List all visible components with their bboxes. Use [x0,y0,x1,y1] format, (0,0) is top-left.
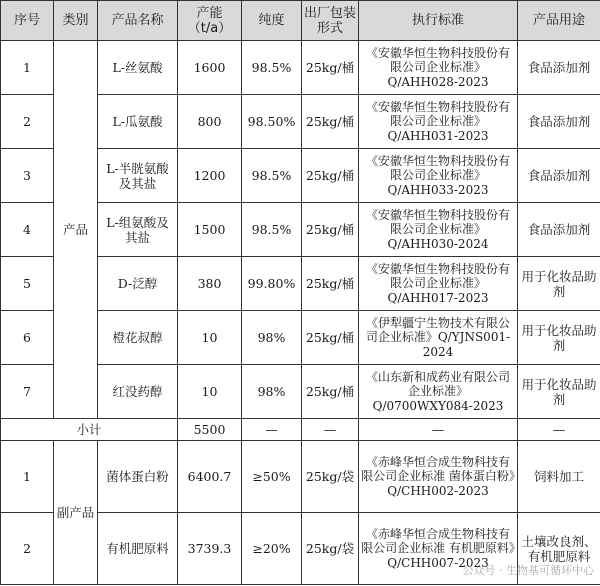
cell-purity: 98.5% [242,203,302,257]
cell-seq: 7 [1,365,54,419]
cell-name: L-组氨酸及其盐 [98,203,178,257]
cell-standard: 《安徽华恒生物科技股份有限公司企业标准》Q/AHH017-2023 [359,257,518,311]
cell-name: D-泛醇 [98,257,178,311]
subtotal-label: 小计 [1,419,178,441]
header-usage: 产品用途 [518,1,600,41]
cell-standard: 《安徽华恒生物科技股份有限公司企业标准》Q/AHH033-2023 [359,149,518,203]
cell-seq: 2 [1,95,54,149]
category-byproducts: 副产品 [54,441,98,585]
cell-usage: 土壤改良剂、有机肥原料 [518,513,600,585]
cell-seq: 1 [1,441,54,513]
cell-name: 有机肥原料 [98,513,178,585]
cell-capacity: 10 [178,311,242,365]
cell-seq: 1 [1,41,54,95]
subtotal-purity: — [242,419,302,441]
cell-purity: 98.50% [242,95,302,149]
cell-name: 菌体蛋白粉 [98,441,178,513]
cell-seq: 5 [1,257,54,311]
subtotal-usage: — [518,419,600,441]
cell-packaging: 25kg/桶 [302,41,359,95]
header-seq: 序号 [1,1,54,41]
cell-usage: 饲料加工 [518,441,600,513]
cell-packaging: 25kg/桶 [302,95,359,149]
cell-capacity: 1600 [178,41,242,95]
cell-standard: 《赤峰华恒合成生物科技有限公司企业标准 有机肥原料》Q/CHH007-2023 [359,513,518,585]
cell-capacity: 6400.7 [178,441,242,513]
cell-packaging: 25kg/桶 [302,149,359,203]
cell-purity: ≥50% [242,441,302,513]
header-standard: 执行标准 [359,1,518,41]
cell-packaging: 25kg/桶 [302,365,359,419]
table-row [1,441,600,513]
cell-standard: 《安徽华恒生物科技股份有限公司企业标准》Q/AHH030-2024 [359,203,518,257]
cell-standard: 《伊犁疆宁生物技术有限公司企业标准》Q/YJNS001-2024 [359,311,518,365]
subtotal-row [1,419,600,441]
table-row [1,41,600,95]
header-capacity: 产能（t/a） [178,1,242,41]
cell-capacity: 3739.3 [178,513,242,585]
cell-purity: ≥20% [242,513,302,585]
header-category: 类别 [54,1,98,41]
cell-packaging: 25kg/桶 [302,311,359,365]
cell-standard: 《赤峰华恒合成生物科技有限公司企业标准 菌体蛋白粉》Q/CHH002-2023 [359,441,518,513]
cell-usage: 食品添加剂 [518,95,600,149]
cell-usage: 食品添加剂 [518,41,600,95]
cell-seq: 3 [1,149,54,203]
category-products: 产品 [54,41,98,419]
cell-name: 橙花叔醇 [98,311,178,365]
subtotal-packaging: — [302,419,359,441]
cell-seq: 4 [1,203,54,257]
cell-standard: 《安徽华恒生物科技股份有限公司企业标准》Q/AHH031-2023 [359,95,518,149]
cell-seq: 6 [1,311,54,365]
subtotal-standard: — [359,419,518,441]
cell-seq: 2 [1,513,54,585]
header-purity: 纯度 [242,1,302,41]
cell-capacity: 800 [178,95,242,149]
cell-purity: 98.5% [242,41,302,95]
cell-usage: 用于化妆品助剂 [518,257,600,311]
cell-packaging: 25kg/袋 [302,441,359,513]
header-name: 产品名称 [98,1,178,41]
header-packaging: 出厂包装形式 [302,1,359,41]
cell-purity: 99.80% [242,257,302,311]
cell-name: L-丝氨酸 [98,41,178,95]
cell-capacity: 10 [178,365,242,419]
subtotal-capacity: 5500 [178,419,242,441]
cell-usage: 食品添加剂 [518,149,600,203]
cell-name: L-半胱氨酸及其盐 [98,149,178,203]
cell-capacity: 1200 [178,149,242,203]
cell-purity: 98% [242,311,302,365]
cell-usage: 用于化妆品助剂 [518,311,600,365]
cell-purity: 98% [242,365,302,419]
cell-usage: 食品添加剂 [518,203,600,257]
cell-packaging: 25kg/桶 [302,257,359,311]
header-row [1,1,600,41]
cell-capacity: 380 [178,257,242,311]
cell-packaging: 25kg/桶 [302,203,359,257]
cell-name: 红没药醇 [98,365,178,419]
cell-purity: 98.5% [242,149,302,203]
watermark: 公众号 · 生物基可循环中心 [462,564,594,577]
cell-capacity: 1500 [178,203,242,257]
cell-standard: 《安徽华恒生物科技股份有限公司企业标准》Q/AHH028-2023 [359,41,518,95]
cell-name: L-瓜氨酸 [98,95,178,149]
cell-usage: 用于化妆品助剂 [518,365,600,419]
cell-packaging: 25kg/袋 [302,513,359,585]
cell-standard: 《山东新和成药业有限公司企业标准》Q/0700WXY084-2023 [359,365,518,419]
